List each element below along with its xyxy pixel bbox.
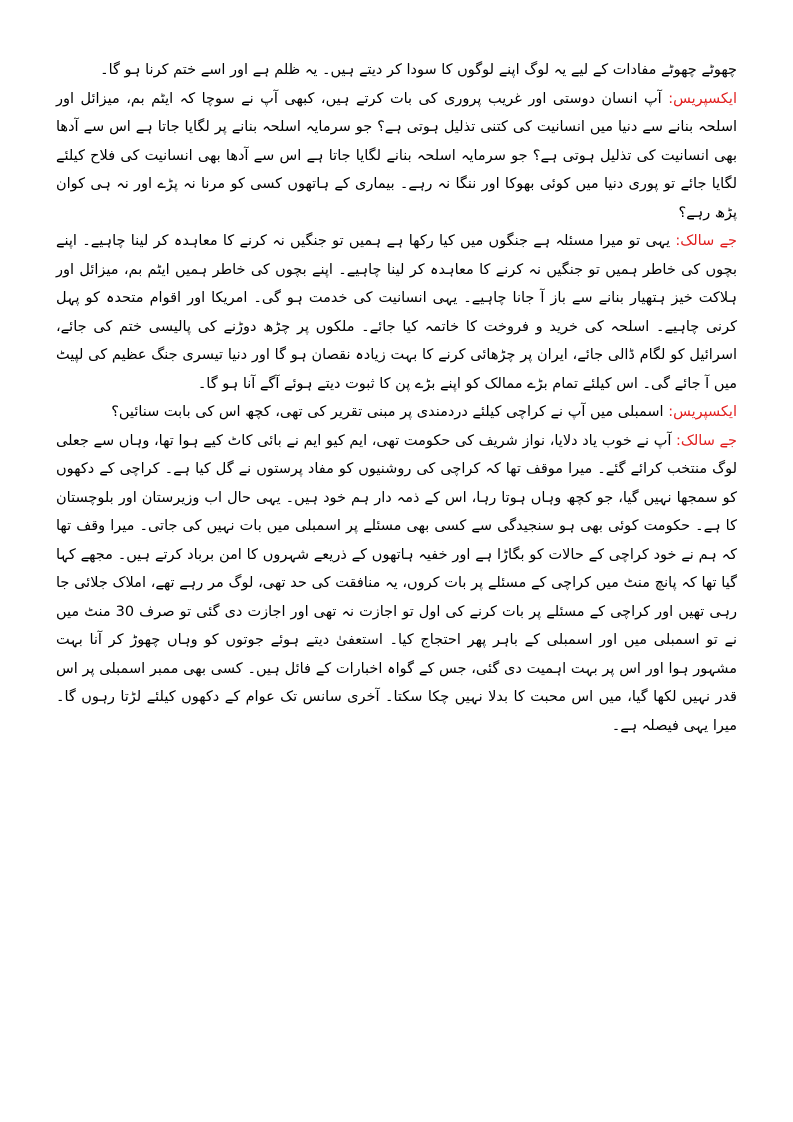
paragraph-text: آپ انسان دوستی اور غریب پروری کی بات کرتے ہیں، کبھی آپ نے سوچا کہ ایٹم بم، میزائل اور اسلحہ بنانے سے دنیا میں انسانیت کی کتنی تذلیل ہوتی ہے؟ جو سرمایہ اسلحہ بنانے پر لگایا جاتا ہے اس سے آدھا بھی انسانیت کی تذلیل ہوتی ہے؟ جو سرمایہ اسلحہ بنانے لگایا جاتا ہے اس سے آدھا بھی انسانیت کی فلاح کیلئے لگایا جائے تو پوری دنیا میں کوئی بھوکا اور ننگا نہ رہے۔ بیماری کے ہاتھوں کسی کو مرنا نہ پڑے اور نہ ہی کوان پڑھ رہے؟	[56, 90, 737, 221]
speaker-label-salik: جے سالک:	[676, 432, 737, 449]
paragraph-text: چھوٹے چھوٹے مفادات کے لیے یہ لوگ اپنے لوگوں کا سودا کر دیتے ہیں۔ یہ ظلم ہے اور اسے ختم کرنا ہو گا۔	[100, 62, 737, 78]
speaker-label-express: ایکسپریس:	[668, 404, 737, 420]
paragraph-2	[56, 85, 737, 228]
speaker-label-salik: جے سالک:	[675, 233, 738, 249]
paragraph-5	[56, 427, 737, 741]
paragraph-3	[56, 227, 737, 398]
paragraph-text: آپ نے خوب یاد دلایا، نواز شریف کی حکومت تھی، ایم کیو ایم نے بائی کاٹ کیے ہوا تھا، وہاں سے جعلی لوگ منتخب کرائے گئے۔ میرا موقف تھا کہ کراچی کی روشنیوں کو مفاد پرستوں نے گل کیا ہے۔ کراچی کے دکھوں کو سمجھا نہیں گیا، جو کچھ وہاں ہوتا رہا، اس کے ذمہ دار ہم خود ہیں۔ یہی حال اب وزیرستان اور بلوچستان کا ہے۔ حکومت کوئی بھی ہو سنجیدگی سے کسی بھی مسئلے پر اسمبلی میں بات نہیں کی جاتی۔ میرا وقف تھا کہ ہم نے خود کراچی کے حالات کو بگاڑا ہے اور خفیہ ہاتھوں کے ذریعے شہروں کا امن برباد کرتے ہیں۔ مجھے کہا گیا تھا کہ پانچ منٹ میں کراچی کے مسئلے پر بات کروں، یہ منافقت کی حد تھی، لوگ مر رہے تھے، املاک جلائی جا رہی تھیں اور کراچی کے مسئلے پر بات کرنے کی اول تو اجازت نہ تھی اور اجازت دی گئی تو صرف 30 منٹ میں نے تو اسمبلی میں اور اسمبلی کے باہر پھر احتجاج کیا۔ استعفیٰ دیتے ہوئے جوتوں کو وہاں چھوڑ کر آنا بہت مشہور ہوا اور اس پر بہت اہمیت دی گئی، جس کے گواہ اخبارات کے فائل ہیں۔ کسی بھی ممبر اسمبلی پر اس قدر نہیں لکھا گیا، میں اس محبت کا بدلا نہیں چکا سکتا۔ آخری سانس تک عوام کے دکھوں کیلئے لڑتا رہوں گا۔ میرا یہی فیصلہ ہے۔	[56, 432, 737, 734]
paragraph-4	[56, 398, 737, 427]
speaker-label-express: ایکسپریس:	[668, 90, 737, 107]
paragraph-text: اسمبلی میں آپ نے کراچی کیلئے دردمندی پر مبنی تقریر کی تھی، کچھ اس کی بابت سنائیں؟	[111, 404, 669, 420]
paragraph-text: یہی تو میرا مسئلہ ہے جنگوں میں کیا رکھا ہے ہمیں تو جنگیں نہ کرنے کا معاہدہ کر لینا چاہیے۔ اپنے بچوں کی خاطر ہمیں تو جنگیں نہ کرنے کا معاہدہ کر لینا چاہیے۔ اپنے بچوں کی خاطر ہمیں ایٹم بم، میزائل اور ہلاکت خیز ہتھیار بنانے سے باز آ جانا چاہیے۔ یہی انسانیت کی خدمت ہو گی۔ امریکا اور اقوام متحدہ کو پہل کرنی چاہیے۔ اسلحہ کی خرید و فروخت کا خاتمہ کیا جائے۔ ملکوں پر چڑھ دوڑنے کی پالیسی ختم کی جائے، اسرائیل کو لگام ڈالی جائے، ایران پر چڑھائی کرنے کا بہت زیادہ نقصان ہو گا اور دنیا تیسری جنگ عظیم کی لپیٹ میں آ جائے گی۔ اس کیلئے تمام بڑے ممالک کو اپنے بڑے پن کا ثبوت دیتے ہوئے آگے آنا ہو گا۔	[56, 233, 737, 392]
paragraph-1	[56, 56, 737, 85]
interview-text	[56, 56, 737, 740]
